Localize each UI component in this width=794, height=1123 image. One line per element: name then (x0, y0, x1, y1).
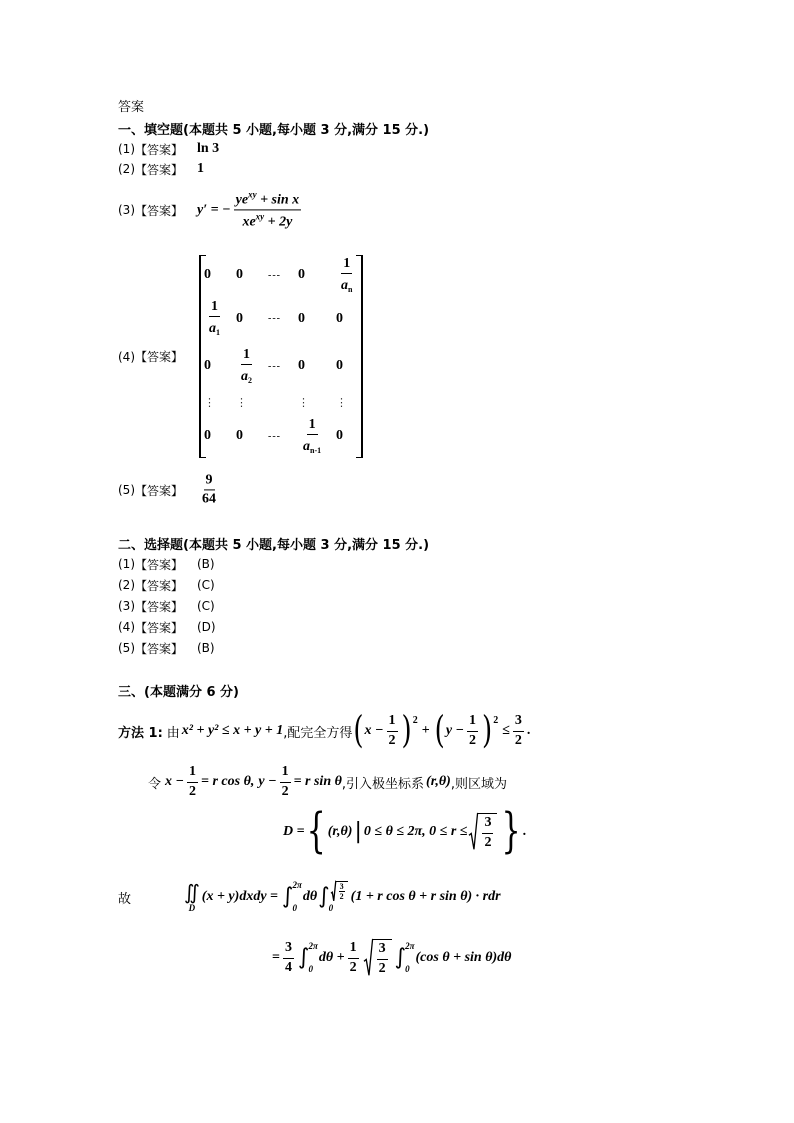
text-therefore: 故 (118, 891, 132, 907)
fill-answer-4 (118, 253, 353, 460)
fraction-denominator (207, 317, 222, 337)
d-theta-plus: dθ + (318, 950, 345, 965)
fraction-denominator: 2 (469, 732, 477, 748)
fraction-denominator: 2 (484, 834, 492, 850)
item-number: (1) (118, 142, 135, 156)
radicand (478, 813, 497, 850)
region-text: ,则区域为 (450, 776, 507, 792)
x-substitution: = r cos θ, (201, 774, 255, 789)
integral-limits (329, 881, 350, 913)
left-brace: { (306, 803, 326, 860)
right-paren: ) (482, 709, 493, 753)
period: . (522, 824, 527, 839)
fraction-numerator: 3 (377, 941, 388, 959)
matrix-grid (204, 255, 358, 458)
item-number: (3) (118, 203, 135, 217)
matrix-cell: 0 (298, 358, 305, 373)
solution-line-3-region (283, 802, 526, 862)
fraction-numerator: 1 (341, 256, 352, 274)
integral-limits (308, 942, 317, 974)
less-equal-sign: ≤ (502, 723, 510, 738)
matrix-cell-fraction (207, 299, 222, 337)
inner-integrand: (1 + r cos θ + r sin θ) · rdr (350, 889, 501, 904)
choice-answer-2 (118, 576, 215, 594)
matrix-cell: 0 (204, 358, 211, 373)
denominator-subscript: 1 (216, 328, 220, 338)
fraction-denominator: 2 (339, 892, 344, 902)
item-number: (5) (118, 483, 135, 497)
sqrt-three-halves (364, 939, 392, 976)
square-root-sign (469, 813, 478, 850)
fraction-denominator: 2 (514, 732, 522, 748)
choice-letter: (B) (197, 641, 215, 655)
polar-pair: (r,θ) (327, 824, 353, 839)
fraction-numerator: 9 (204, 472, 215, 490)
item-number: (4) (118, 349, 135, 364)
item-number: (5) (118, 641, 135, 655)
answer-label: 【答案】 (135, 641, 184, 656)
fraction-one-half (280, 764, 291, 799)
matrix-cell: 0 (236, 428, 243, 443)
double-integral (184, 879, 200, 913)
solution-line-1 (118, 706, 530, 756)
fraction-denominator (239, 365, 254, 385)
matrix-cell: 0 (336, 310, 343, 326)
fraction-one-half (187, 764, 198, 799)
left-paren: ( (353, 709, 364, 753)
denominator-subscript: n (348, 284, 353, 294)
integral-sign: ∫ (318, 884, 330, 909)
matrix-cell: ⋮ (336, 395, 347, 409)
set-bar: | (354, 819, 362, 844)
fraction-denominator (240, 211, 294, 231)
region-conditions: 0 ≤ θ ≤ 2π, 0 ≤ r ≤ (363, 824, 468, 839)
section-2-heading-line (118, 534, 429, 552)
inner-integral (318, 881, 349, 913)
upper-limit: 2π (292, 880, 302, 890)
fraction-numerator: 3 (283, 940, 294, 958)
y-shift: y − (258, 774, 277, 789)
fill-answer-3 (118, 189, 300, 231)
fraction-numerator: 1 (187, 764, 198, 782)
fraction-numerator: 1 (307, 417, 318, 435)
upper-limit-sqrt (331, 881, 348, 901)
fraction-denominator: 2 (378, 960, 386, 976)
answer-label: 【答案】 (135, 483, 184, 498)
denominator-subscript: 2 (248, 375, 252, 385)
solution-line-5 (272, 934, 511, 982)
solution-line-2 (148, 760, 507, 804)
integral (395, 942, 415, 974)
denominator-variable: a (209, 321, 216, 337)
answer-label: 【答案】 (135, 599, 184, 614)
fraction-three-halves (482, 815, 493, 850)
lower-limit: 0 (405, 964, 410, 974)
item-number: (2) (118, 162, 135, 176)
fraction-numerator: 3 (339, 882, 344, 891)
matrix-cell: --- (268, 269, 281, 281)
matrix-cell: 0 (204, 267, 211, 282)
section-1-heading-line (118, 119, 429, 137)
fraction-denominator: 64 (202, 491, 216, 507)
matrix-cell: 0 (204, 428, 211, 443)
integral-sign: ∫ (297, 945, 310, 970)
right-brace: } (501, 803, 521, 860)
fraction-denominator (301, 435, 323, 455)
denominator-variable: a (241, 368, 248, 384)
trig-integrand: (cos θ + sin θ)dθ (415, 950, 512, 965)
radicand (373, 939, 392, 976)
double-integral-sign: ∬ (184, 879, 200, 904)
matrix-cell: 0 (236, 267, 243, 282)
integral-limits (405, 942, 414, 974)
matrix-right-bracket (356, 255, 363, 458)
right-paren: ) (401, 709, 412, 753)
fraction-three-halves (513, 713, 524, 748)
denominator-subscript: n-1 (310, 445, 322, 455)
denominator-variable: a (303, 438, 310, 454)
square-root-sign (364, 939, 373, 976)
choice-answer-1 (118, 555, 215, 573)
matrix-cell: ⋮ (298, 395, 309, 409)
choice-answer-3 (118, 597, 215, 615)
fraction-numerator: 1 (280, 764, 291, 782)
answer-text: ln 3 (197, 141, 220, 156)
matrix-cell: --- (268, 430, 281, 442)
method-label: 方法 1: (118, 725, 163, 741)
solution-line-4-integral (118, 870, 501, 924)
fraction-denominator (339, 274, 354, 294)
fraction-numerator: 1 (348, 940, 359, 958)
document-title: 答案 (118, 99, 145, 115)
square-root-sign (331, 881, 336, 901)
fraction-one-half (467, 713, 478, 748)
period: . (526, 723, 531, 738)
choice-letter: (C) (197, 578, 215, 592)
item-number: (2) (118, 578, 135, 592)
radicand (336, 881, 348, 901)
matrix-cell-fraction (339, 256, 354, 294)
fill-answer-5 (118, 469, 216, 511)
answer-text: 1 (197, 161, 204, 176)
answer-label: 【答案】 (135, 142, 184, 157)
derivative-fraction (234, 189, 302, 230)
fraction-three-halves (339, 882, 345, 901)
matrix-cell: 0 (236, 310, 243, 326)
choice-answer-4 (118, 618, 216, 636)
integral-sign: ∫ (282, 884, 294, 909)
fraction-numerator: 3 (482, 815, 493, 833)
text-by: 由 (166, 725, 180, 741)
square-term-y (434, 709, 499, 753)
integral-limits (292, 881, 301, 913)
square-exponent: 2 (412, 715, 418, 727)
fraction-numerator: 1 (209, 299, 220, 317)
formula-lhs: y′ = − (197, 202, 231, 217)
choice-answer-5 (118, 639, 215, 657)
square-term-x (352, 709, 418, 753)
fraction-numerator: 1 (241, 347, 252, 365)
square-exponent: 2 (493, 715, 499, 727)
numerator-exponent: xy (248, 189, 257, 200)
matrix-cell: ⋮ (236, 395, 247, 409)
denominator-rest: + 2y (264, 214, 293, 230)
fraction-one-half (348, 940, 359, 975)
upper-limit: 2π (308, 941, 318, 951)
fill-answer-2 (118, 160, 204, 178)
numerator-base: ye (235, 192, 249, 208)
choice-letter: (B) (197, 557, 215, 571)
integration-region: D (188, 902, 196, 913)
fraction-three-quarters (283, 940, 294, 975)
x-shift: x − (165, 774, 184, 789)
matrix-cell: 0 (298, 267, 305, 282)
answer-label: 【答案】 (135, 203, 184, 218)
complete-square-text: ,配完全方得 (283, 725, 353, 741)
matrix-cell: --- (268, 313, 281, 324)
polar-pair: (r,θ) (426, 774, 451, 789)
lower-limit: 0 (292, 903, 297, 913)
choice-letter: (D) (197, 620, 216, 634)
fill-answer-1 (118, 140, 220, 158)
matrix-cell: 0 (336, 428, 343, 443)
fraction-denominator: 4 (284, 959, 292, 975)
inequality: x² + y² ≤ x + y + 1 (181, 723, 284, 738)
fraction-three-halves (377, 941, 388, 976)
choice-letter: (C) (197, 599, 215, 613)
fraction-denominator: 2 (281, 783, 289, 799)
answer-label: 【答案】 (135, 620, 184, 635)
fraction-numerator: 3 (513, 713, 524, 731)
answer-label: 【答案】 (135, 350, 184, 364)
region-lhs: D = (283, 824, 305, 839)
answer-label: 【答案】 (135, 578, 184, 593)
item-number: (1) (118, 557, 135, 571)
text-let: 令 (148, 776, 162, 792)
numerator-rest: + sin x (256, 192, 300, 208)
matrix-cell: --- (268, 360, 281, 372)
upper-limit: 2π (405, 941, 415, 951)
section-1-heading: 一、填空题(本题共 5 小题,每小题 3 分,满分 15 分.) (118, 122, 430, 138)
equals-sign: = (272, 950, 280, 965)
section-3-heading-line (118, 681, 239, 699)
sqrt-three-halves (469, 813, 497, 850)
answer-value (197, 472, 221, 507)
variable-y: y − (445, 723, 465, 738)
fraction-denominator: 2 (189, 783, 196, 799)
variable-x: x − (364, 723, 384, 738)
matrix-cell: 0 (336, 358, 343, 373)
fraction-numerator: 1 (387, 713, 398, 731)
d-theta: dθ (302, 889, 318, 904)
matrix-cell: ⋮ (204, 395, 215, 409)
derivative-formula (197, 189, 304, 230)
fraction-denominator: 2 (388, 732, 396, 748)
answer-matrix (199, 255, 363, 458)
answer-label: 【答案】 (135, 557, 184, 572)
item-number: (4) (118, 620, 135, 634)
integrand: (x + y)dxdy = (201, 889, 279, 904)
outer-integral (282, 881, 302, 913)
matrix-cell-fraction (301, 417, 323, 455)
plus-sign: + (421, 723, 430, 738)
fraction-numerator: 1 (467, 713, 478, 731)
fraction-numerator (234, 189, 302, 210)
document-title-line (118, 96, 144, 114)
section-3-heading: 三、(本题满分 6 分) (118, 684, 239, 700)
section-2-heading: 二、选择题(本题共 5 小题,每小题 3 分,满分 15 分.) (118, 537, 430, 553)
integral-sign: ∫ (394, 945, 407, 970)
answer-value (197, 161, 204, 177)
left-paren: ( (434, 709, 445, 753)
fraction-one-half (387, 713, 398, 748)
polar-intro-text: ,引入极坐标系 (341, 776, 425, 792)
matrix-cell-fraction (239, 347, 254, 385)
lower-limit: 0 (328, 903, 334, 913)
answer-fraction (200, 472, 218, 507)
answer-label: 【答案】 (135, 162, 184, 177)
integral (298, 942, 318, 974)
denominator-base: xe (242, 214, 256, 230)
denominator-exponent: xy (255, 211, 265, 222)
lower-limit: 0 (308, 964, 313, 974)
denominator-variable: a (341, 277, 348, 293)
answer-value (197, 141, 219, 157)
y-substitution: = r sin θ (293, 774, 342, 789)
item-number: (3) (118, 599, 135, 613)
matrix-cell: 0 (298, 310, 305, 326)
fraction-denominator: 2 (349, 959, 357, 975)
